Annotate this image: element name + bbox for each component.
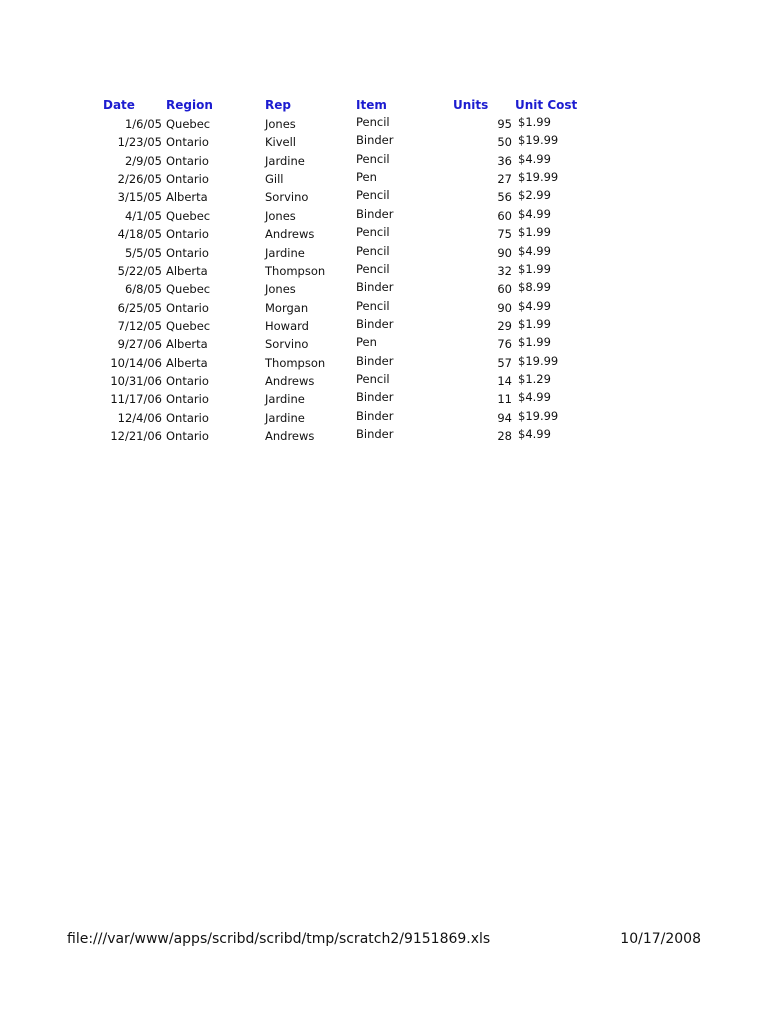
cell-date: 4/18/05 <box>117 227 162 242</box>
cell-units: 90 <box>497 300 512 315</box>
cell-units: 60 <box>497 208 512 223</box>
cell-rep: Andrews <box>265 429 315 443</box>
cell-region: Ontario <box>166 153 209 168</box>
cell-units: 28 <box>497 429 512 443</box>
cell-date: 10/31/06 <box>110 373 162 388</box>
cell-units: 76 <box>497 337 512 352</box>
cell-rep: Gill <box>265 172 284 187</box>
cell-date: 9/27/06 <box>117 337 162 352</box>
cell-date: 1/23/05 <box>117 135 162 150</box>
cell-date: 12/21/06 <box>110 429 162 443</box>
cell-item: Pencil <box>356 298 390 313</box>
cell-date: 7/12/05 <box>117 318 162 333</box>
cell-unit-cost: $19.99 <box>518 353 559 368</box>
cell-rep: Kivell <box>265 135 297 150</box>
cell-region: Alberta <box>166 190 208 205</box>
cell-date: 2/26/05 <box>117 172 162 187</box>
cell-rep: Thompson <box>265 263 326 278</box>
cell-item: Pencil <box>356 243 390 258</box>
cell-region: Ontario <box>166 429 209 443</box>
table-row <box>0 261 768 282</box>
cell-item: Binder <box>356 133 394 148</box>
cell-region: Alberta <box>166 337 208 352</box>
cell-unit-cost: $4.99 <box>518 206 551 221</box>
table-row <box>0 371 768 392</box>
cell-unit-cost: $4.99 <box>518 151 551 166</box>
table-row <box>0 316 768 337</box>
cell-units: 90 <box>497 245 512 260</box>
footer-file-path: file:///var/www/apps/scribd/scribd/tmp/scratch2/9151869.xls <box>67 931 491 947</box>
cell-item: Pen <box>356 335 377 350</box>
cell-units: 11 <box>497 392 512 407</box>
cell-item: Pencil <box>356 151 390 166</box>
cell-item: Binder <box>356 408 394 423</box>
cell-unit-cost: $8.99 <box>518 280 551 295</box>
table-row <box>0 135 768 153</box>
cell-date: 2/9/05 <box>124 153 162 168</box>
cell-units: 29 <box>497 318 512 333</box>
cell-rep: Andrews <box>265 227 315 242</box>
cell-unit-cost: $2.99 <box>518 188 551 203</box>
cell-region: Ontario <box>166 392 209 407</box>
table-row <box>0 243 768 264</box>
header-rep: Rep <box>265 98 291 112</box>
cell-unit-cost: $19.99 <box>518 133 559 148</box>
cell-item: Binder <box>356 353 394 368</box>
table-row <box>0 429 768 447</box>
cell-rep: Jones <box>265 117 296 131</box>
table-row <box>0 190 768 208</box>
cell-item: Pencil <box>356 261 390 276</box>
cell-unit-cost: $1.99 <box>518 316 551 331</box>
table-row <box>0 392 768 410</box>
cell-item: Pencil <box>356 115 390 129</box>
cell-item: Binder <box>356 280 394 295</box>
cell-rep: Sorvino <box>265 337 309 352</box>
cell-rep: Howard <box>265 318 309 333</box>
cell-rep: Jardine <box>265 392 305 407</box>
cell-unit-cost: $4.99 <box>518 427 551 441</box>
cell-date: 5/22/05 <box>117 263 162 278</box>
cell-units: 94 <box>497 410 512 425</box>
cell-region: Quebec <box>166 117 211 131</box>
table-row <box>0 151 768 172</box>
table-row <box>0 353 768 374</box>
cell-unit-cost: $4.99 <box>518 243 551 258</box>
cell-unit-cost: $1.29 <box>518 371 551 386</box>
header-item: Item <box>356 98 387 112</box>
cell-unit-cost: $1.99 <box>518 261 551 276</box>
cell-rep: Sorvino <box>265 190 309 205</box>
cell-item: Pen <box>356 170 377 185</box>
cell-rep: Thompson <box>265 355 326 370</box>
cell-item: Binder <box>356 206 394 221</box>
header-date: Date <box>103 98 135 112</box>
cell-region: Ontario <box>166 245 209 260</box>
table-row <box>0 227 768 245</box>
cell-date: 10/14/06 <box>110 355 162 370</box>
cell-item: Binder <box>356 390 394 405</box>
cell-date: 5/5/05 <box>124 245 162 260</box>
footer-date: 10/17/2008 <box>620 931 701 947</box>
cell-region: Alberta <box>166 263 208 278</box>
cell-rep: Jones <box>265 282 296 297</box>
cell-item: Binder <box>356 316 394 331</box>
cell-rep: Jardine <box>265 153 305 168</box>
cell-region: Ontario <box>166 373 209 388</box>
cell-region: Ontario <box>166 227 209 242</box>
cell-date: 11/17/06 <box>110 392 162 407</box>
cell-units: 27 <box>497 172 512 187</box>
cell-region: Quebec <box>166 282 211 297</box>
table-row <box>0 282 768 300</box>
table-row <box>0 117 768 135</box>
cell-rep: Morgan <box>265 300 309 315</box>
cell-region: Ontario <box>166 135 209 150</box>
cell-date: 12/4/06 <box>117 410 162 425</box>
cell-rep: Jones <box>265 208 296 223</box>
table-row <box>0 172 768 190</box>
table-row <box>0 206 768 227</box>
cell-unit-cost: $1.99 <box>518 225 551 240</box>
cell-units: 50 <box>497 135 512 150</box>
cell-unit-cost: $4.99 <box>518 298 551 313</box>
cell-item: Pencil <box>356 188 390 203</box>
cell-date: 1/6/05 <box>124 117 162 131</box>
cell-region: Quebec <box>166 208 211 223</box>
cell-item: Binder <box>356 427 394 441</box>
cell-region: Ontario <box>166 410 209 425</box>
cell-region: Ontario <box>166 300 209 315</box>
cell-item: Pencil <box>356 371 390 386</box>
cell-date: 3/15/05 <box>117 190 162 205</box>
table-row <box>0 337 768 355</box>
cell-date: 6/25/05 <box>117 300 162 315</box>
cell-units: 32 <box>497 263 512 278</box>
cell-unit-cost: $4.99 <box>518 390 551 405</box>
cell-date: 4/1/05 <box>124 208 162 223</box>
cell-units: 57 <box>497 355 512 370</box>
cell-date: 6/8/05 <box>124 282 162 297</box>
cell-units: 75 <box>497 227 512 242</box>
cell-region: Ontario <box>166 172 209 187</box>
cell-rep: Jardine <box>265 245 305 260</box>
cell-units: 56 <box>497 190 512 205</box>
cell-units: 36 <box>497 153 512 168</box>
cell-units: 60 <box>497 282 512 297</box>
header-unit-cost: Unit Cost <box>515 98 578 112</box>
cell-rep: Jardine <box>265 410 305 425</box>
cell-unit-cost: $19.99 <box>518 408 559 423</box>
header-units: Units <box>453 98 489 112</box>
cell-units: 14 <box>497 373 512 388</box>
table-row <box>0 408 768 429</box>
cell-region: Quebec <box>166 318 211 333</box>
cell-units: 95 <box>497 117 512 131</box>
table-row <box>0 298 768 319</box>
header-region: Region <box>166 98 213 112</box>
cell-item: Pencil <box>356 225 390 240</box>
cell-rep: Andrews <box>265 373 315 388</box>
cell-unit-cost: $1.99 <box>518 335 551 350</box>
cell-unit-cost: $1.99 <box>518 115 551 129</box>
cell-region: Alberta <box>166 355 208 370</box>
cell-unit-cost: $19.99 <box>518 170 559 185</box>
